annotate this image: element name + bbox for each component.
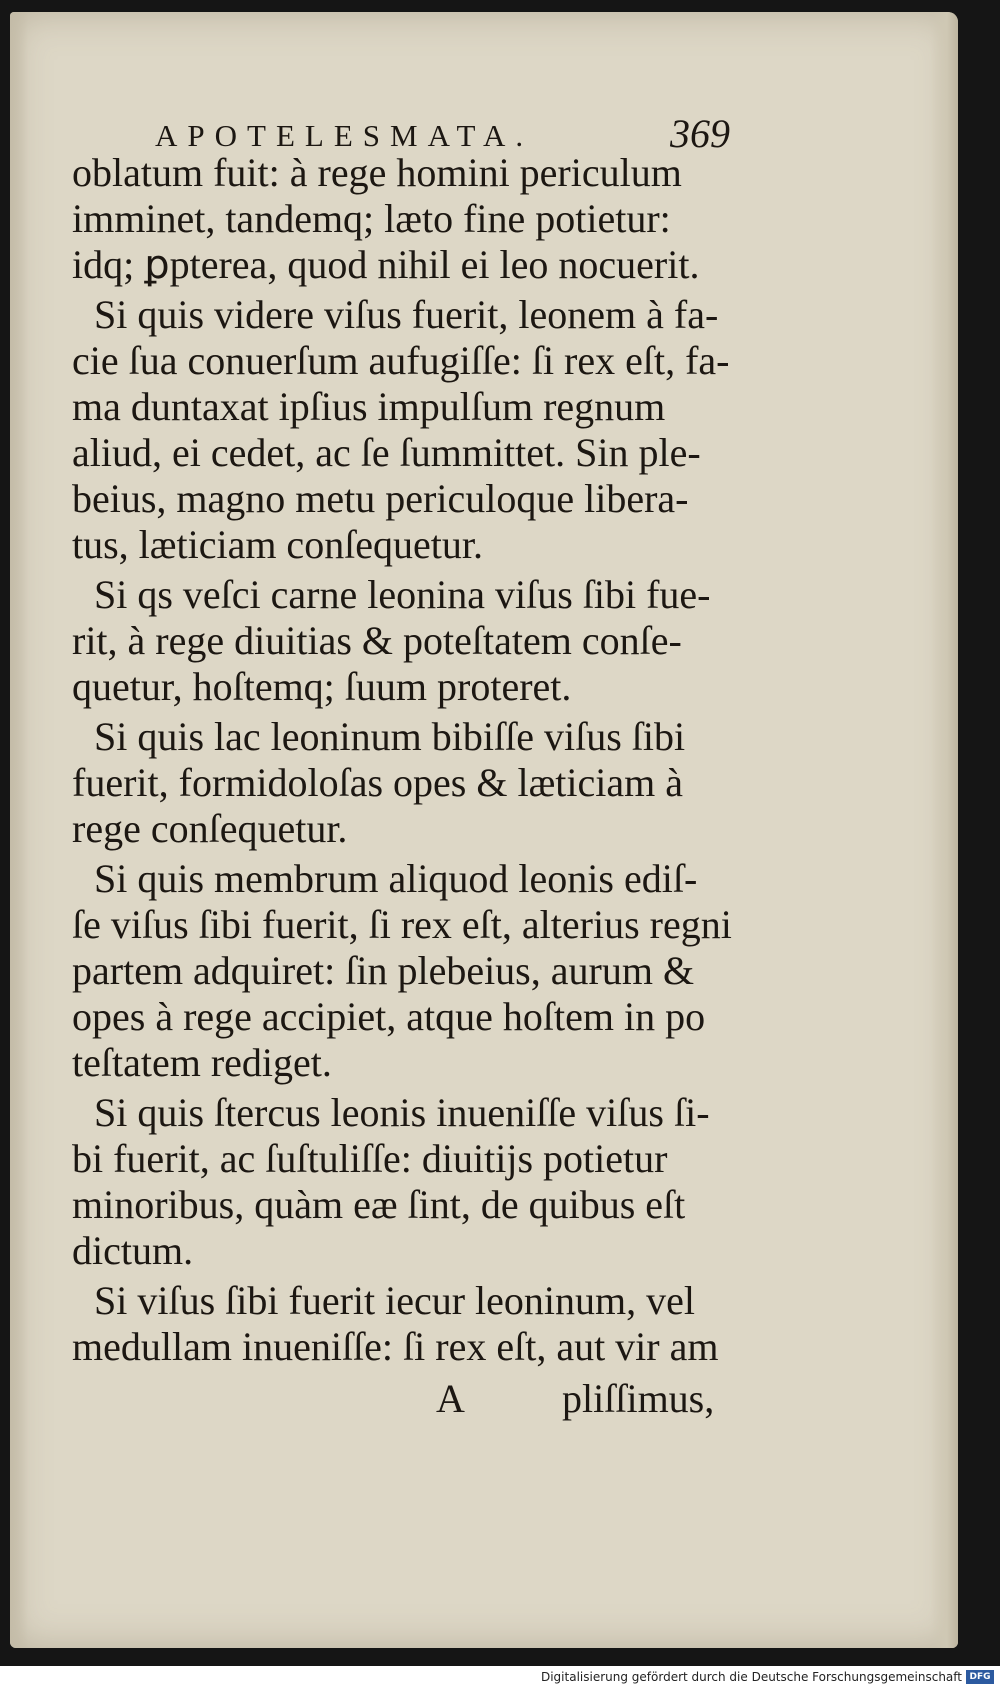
paragraph-start-line: Si quis videre viſus fuerit, leonem à fa- (94, 292, 719, 337)
digitization-footer (0, 1666, 1000, 1690)
page-fore-edge (930, 12, 958, 1648)
paragraph-start-line: Si quis lac leoninum bibiſſe viſus ſibi (94, 714, 686, 759)
text-line: medullam inueniſſe: ſi rex eſt, aut vir am (72, 1324, 719, 1369)
paragraph-start-line: Si viſus ſibi fuerit iecur leoninum, vel (94, 1278, 696, 1323)
paragraph-start-line: Si quis ſtercus leonis inueniſſe viſus ſi- (94, 1090, 710, 1135)
text-line: ſe viſus ſibi fuerit, ſi rex eſt, alterius regni (72, 902, 732, 947)
text-line: dictum. (72, 1228, 194, 1273)
text-line: ma duntaxat ipſius impulſum regnum (72, 384, 666, 429)
text-line: fuerit, formidoloſas opes & læticiam à (72, 760, 683, 805)
text-line: rege conſequetur. (72, 806, 348, 851)
text-line: partem adquiret: ſin plebeius, aurum & (72, 948, 695, 993)
signature-mark: A (436, 1376, 465, 1421)
signature-line (72, 1376, 732, 1422)
body-text (72, 150, 732, 1370)
page-gutter-shadow (10, 12, 28, 1648)
text-line: aliud, ei cedet, ac ſe ſummittet. Sin ple- (72, 430, 701, 475)
running-title: APOTELESMATA. (155, 118, 534, 153)
text-line: rit, à rege diuitias & poteſtatem conſe- (72, 618, 682, 663)
paragraph-start-line: Si qs veſci carne leonina viſus ſibi fue- (94, 572, 711, 617)
catchword: pliſſimus, (562, 1376, 715, 1421)
dfg-logo: DFG (966, 1670, 994, 1684)
text-line: beius, magno metu periculoque libera- (72, 476, 689, 521)
text-line: minoribus, quàm eæ ſint, de quibus eſt (72, 1182, 686, 1227)
text-line: teſtatem rediget. (72, 1040, 332, 1085)
text-line: cie ſua conuerſum aufugiſſe: ſi rex eſt, fa- (72, 338, 730, 383)
text-line: idq; ꝑpterea, quod nihil ei leo nocuerit. (72, 242, 700, 287)
text-line: opes à rege accipiet, atque hoſtem in po (72, 994, 706, 1039)
text-line: tus, læticiam conſequetur. (72, 522, 484, 567)
text-line: imminet, tandemq; læto fine potietur: (72, 196, 671, 241)
funding-credit: Digitalisierung gefördert durch die Deutsche Forschungsgemeinschaft (540, 1670, 962, 1684)
page-number: 369 (670, 111, 730, 156)
paragraph-start-line: Si quis membrum aliquod leonis ediſ- (94, 856, 698, 901)
text-line: oblatum fuit: à rege homini periculum (72, 150, 682, 195)
text-line: bi fuerit, ac ſuſtuliſſe: diuitijs potietur (72, 1136, 668, 1181)
text-line: quetur, hoſtemq; ſuum proteret. (72, 664, 572, 709)
